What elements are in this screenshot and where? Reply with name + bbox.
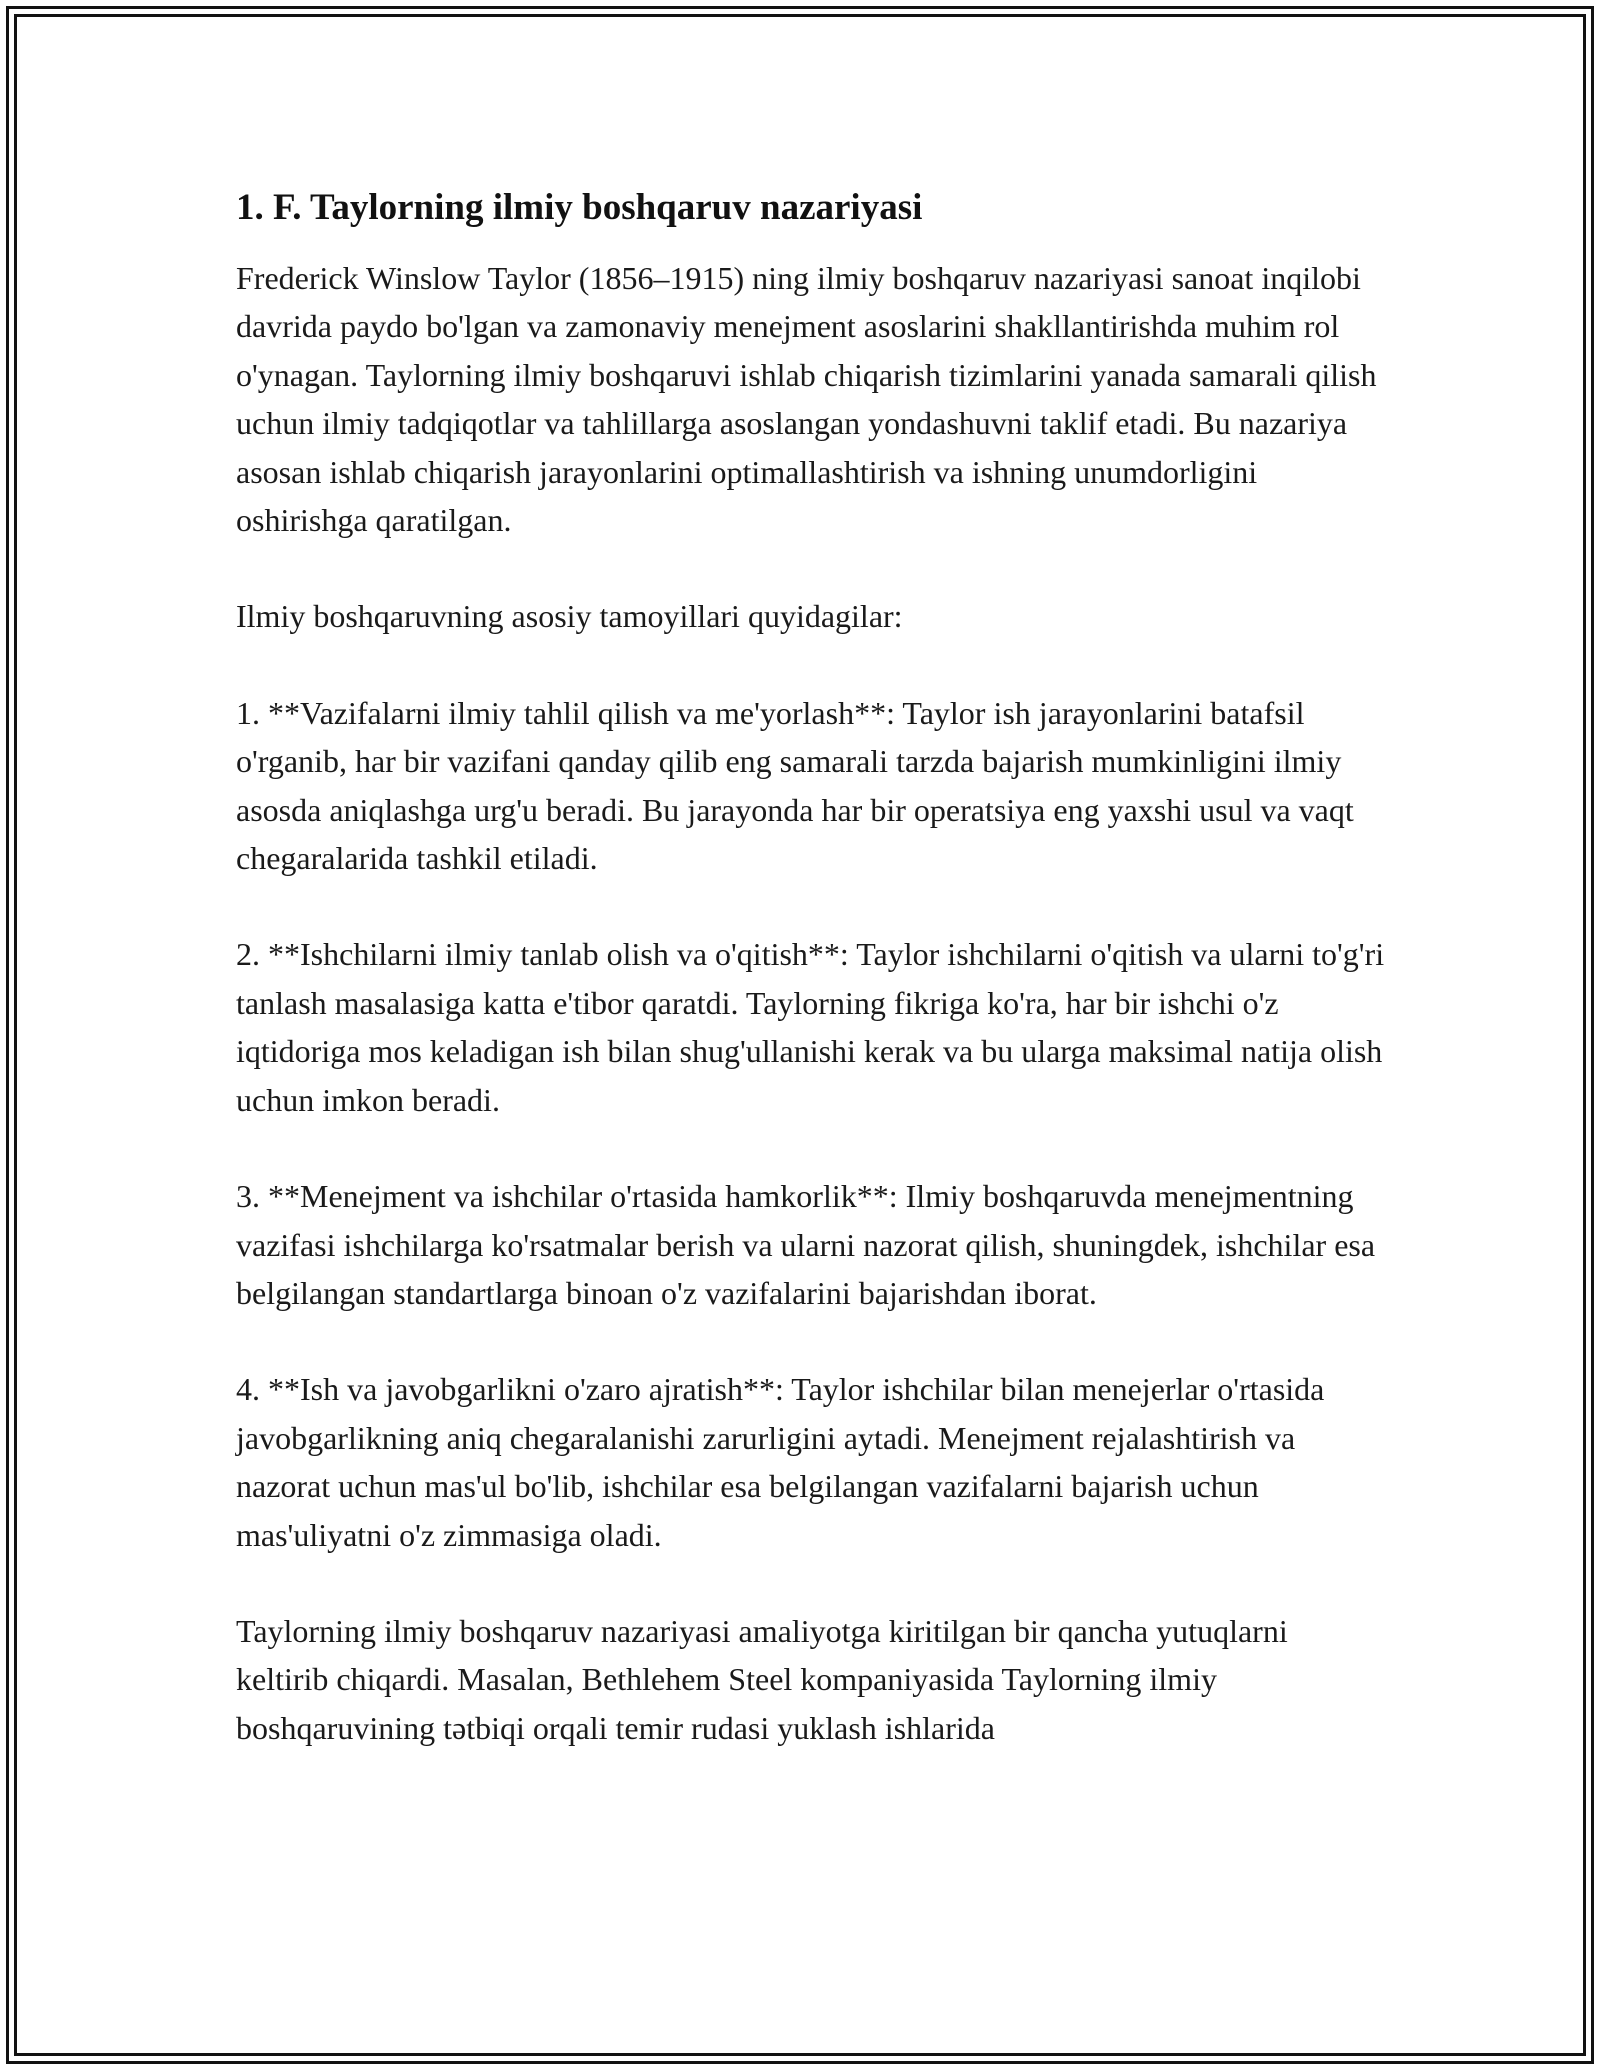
paragraph-principle-1: 1. **Vazifalarni ilmiy tahlil qilish va me'yorlash**: Taylor ish jarayonlarini batafsil o'rganib, har bir vazifani qanday qilib eng samarali tarzda bajarish mumkinligini ilmiy asosda aniqlashga urg'u beradi. Bu jarayonda har bir operatsiya eng yaxshi usul va vaqt chegaralarida tashkil etiladi. — [236, 694, 1354, 877]
paragraph-intro: Frederick Winslow Taylor (1856–1915) ning ilmiy boshqaruv nazariyasi sanoat inqilobi davrida paydo bo'lgan va zamonaviy menejment asoslarini shakllantirishda muhim rol o'ynagan. Taylorning ilmiy boshqaruvi ishlab chiqarish tizimlarini yanada samarali qilish uchun ilmiy tadqiqotlar va tahlillarga asoslangan yondashuvni taklif etadi. Bu nazariya asosan ishlab chiqarish jarayonlarini optimallashtirish va ishning unumdorligini oshirishga qaratilgan. — [236, 260, 1377, 539]
document-heading: 1. F. Taylorning ilmiy boshqaruv nazariyasi — [236, 187, 923, 228]
paragraph-conclusion: Taylorning ilmiy boshqaruv nazariyasi amaliyotga kiritilgan bir qancha yutuqlarni keltirib chiqardi. Masalan, Bethlehem Steel kompaniyasida Taylorning ilmiy boshqaruvining tətbiqi orqali temir rudasi yuklash ishlarida — [236, 1612, 1288, 1746]
paragraph-principle-3: 3. **Menejment va ishchilar o'rtasida hamkorlik**: Ilmiy boshqaruvda menejmentning vazifasi ishchilarga ko'rsatmalar berish va ularni nazorat qilish, shuningdek, ishchilar esa belgilangan standartlarga binoan o'z vazifalarini bajarishdan iborat. — [236, 1178, 1376, 1311]
paragraph-principles-lead: Ilmiy boshqaruvning asosiy tamoyillari quyidagilar: — [236, 598, 903, 635]
paragraph-principle-4: 4. **Ish va javobgarlikni o'zaro ajratish**: Taylor ishchilar bilan menejerlar o'rtasida javobgarlikning aniq chegaralanishi zarurligini aytadi. Menejment rejalashtirish va nazorat uchun mas'ul bo'lib, ishchilar esa belgilangan vazifalarni bajarish uchun mas'uliyatni o'z zimmasiga oladi. — [236, 1371, 1325, 1553]
document-body — [236, 184, 1386, 1800]
paragraph-principle-2: 2. **Ishchilarni ilmiy tanlab olish va o'qitish**: Taylor ishchilarni o'qitish va ularni to'g'ri tanlash masalasiga katta e'tibor qaratdi. Taylorning fikriga ko'ra, har bir ishchi o'z iqtidoriga mos keladigan ish bilan shug'ullanishi kerak va bu ularga maksimal natija olish uchun imkon beradi. — [236, 936, 1385, 1118]
